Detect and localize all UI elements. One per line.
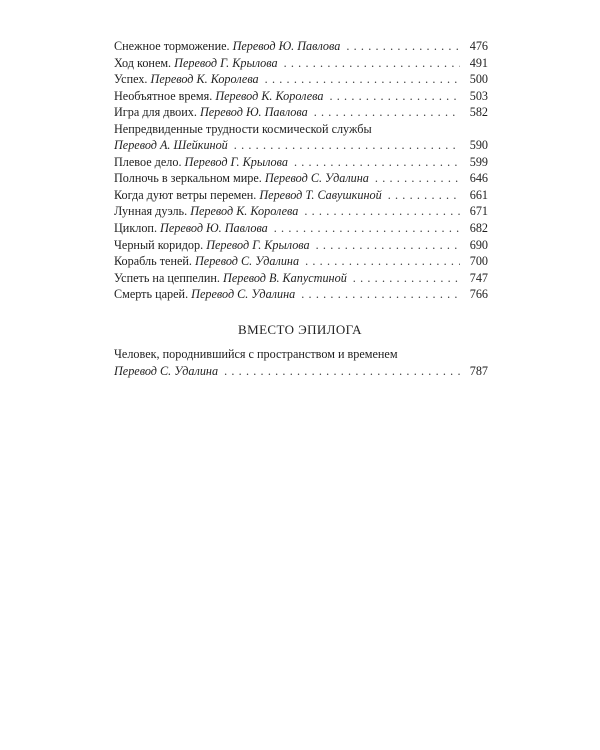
page-number: 646 (469, 171, 488, 186)
toc-entry (114, 38, 488, 55)
entry-title: Ход конем. (114, 55, 172, 70)
page-number: 747 (469, 270, 488, 285)
dot-leader (304, 203, 460, 220)
toc-entry (114, 71, 488, 88)
entry-translator: Перевод С. Удалина (195, 254, 300, 269)
dot-leader (375, 170, 460, 187)
entry-title: Лунная дуэль. (114, 204, 188, 219)
toc-entry (114, 203, 488, 220)
toc-entry (114, 220, 488, 237)
page-number: 599 (469, 154, 488, 169)
dot-leader (316, 237, 460, 254)
entry-title: Снежное торможение. (114, 39, 230, 53)
entry-title: Необъятное время. (114, 88, 213, 103)
entry-translator: Перевод К. Королева (190, 204, 299, 219)
page-number: 476 (469, 39, 488, 53)
toc-entry (114, 237, 488, 254)
entry-title: Непредвиденные трудности космической службы (114, 121, 372, 136)
entry-translator: Перевод С. Удалина (114, 363, 219, 378)
entry-translator: Перевод Г. Крылова (206, 237, 310, 252)
page-number: 766 (469, 287, 488, 302)
toc-entry (114, 154, 488, 171)
dot-leader (353, 270, 460, 287)
entry-title: Циклоп. (114, 221, 157, 236)
page-number: 503 (469, 88, 488, 103)
dot-leader (274, 220, 460, 237)
page-number: 671 (469, 204, 488, 219)
entry-title: Игра для двоих. (114, 105, 197, 120)
dot-leader (314, 104, 460, 121)
page-number: 690 (469, 237, 488, 252)
entry-translator: Перевод Ю. Павлова (160, 221, 268, 236)
page-number: 582 (469, 105, 488, 120)
entry-translator: Перевод К. Королева (150, 72, 259, 87)
entry-title: Черный коридор. (114, 237, 204, 252)
entry-title: Успех. (114, 72, 148, 87)
entry-translator: Перевод Г. Крылова (174, 55, 278, 70)
entry-translator: Перевод К. Королева (215, 88, 324, 103)
toc-entry (114, 170, 488, 187)
entry-translator: Перевод С. Удалина (264, 171, 369, 186)
dot-leader (234, 137, 460, 154)
page-number: 682 (469, 221, 488, 236)
toc-entry (114, 270, 488, 287)
section-heading: ВМЕСТО ЭПИЛОГА (238, 322, 362, 337)
toc-entry (114, 104, 488, 121)
dot-leader (265, 71, 460, 88)
dot-leader (388, 187, 460, 204)
dot-leader (224, 363, 460, 380)
dot-leader (329, 88, 460, 105)
entry-title: Полночь в зеркальном мире. (114, 171, 262, 186)
entry-title: Корабль теней. (114, 254, 192, 269)
entry-translator: Перевод Т. Савушкиной (259, 187, 382, 202)
entry-title: Человек, породнившийся с пространством и временем (114, 347, 398, 361)
toc-entry (114, 286, 488, 303)
page-number: 661 (469, 187, 488, 202)
dot-leader (301, 286, 460, 303)
entry-translator: Перевод Ю. Павлова (232, 39, 341, 53)
page-number: 787 (469, 363, 488, 378)
dot-leader (294, 154, 460, 171)
toc-entry (114, 88, 488, 105)
page-number: 500 (469, 72, 488, 87)
toc-entry (114, 253, 488, 270)
toc-entry-two-line (114, 121, 488, 154)
entry-title: Успеть на цеппелин. (114, 270, 220, 285)
epilogue-entry (114, 346, 488, 379)
entry-translator: Перевод В. Капустиной (223, 270, 347, 285)
dot-leader (305, 253, 460, 270)
page-number: 590 (469, 138, 488, 153)
entry-title: Когда дуют ветры перемен. (114, 187, 257, 202)
entry-title: Плевое дело. (114, 154, 182, 169)
entry-translator: Перевод А. Шейкиной (114, 138, 228, 153)
table-of-contents (114, 38, 488, 303)
entry-translator: Перевод Ю. Павлова (199, 105, 308, 120)
entry-title: Смерть царей. (114, 287, 189, 302)
dot-leader (346, 38, 460, 55)
page-number: 700 (469, 254, 488, 269)
dot-leader (284, 55, 460, 72)
toc-entry (114, 187, 488, 204)
toc-entry (114, 55, 488, 72)
page-number: 491 (469, 55, 488, 70)
entry-translator: Перевод С. Удалина (191, 287, 296, 302)
entry-translator: Перевод Г. Крылова (184, 154, 288, 169)
